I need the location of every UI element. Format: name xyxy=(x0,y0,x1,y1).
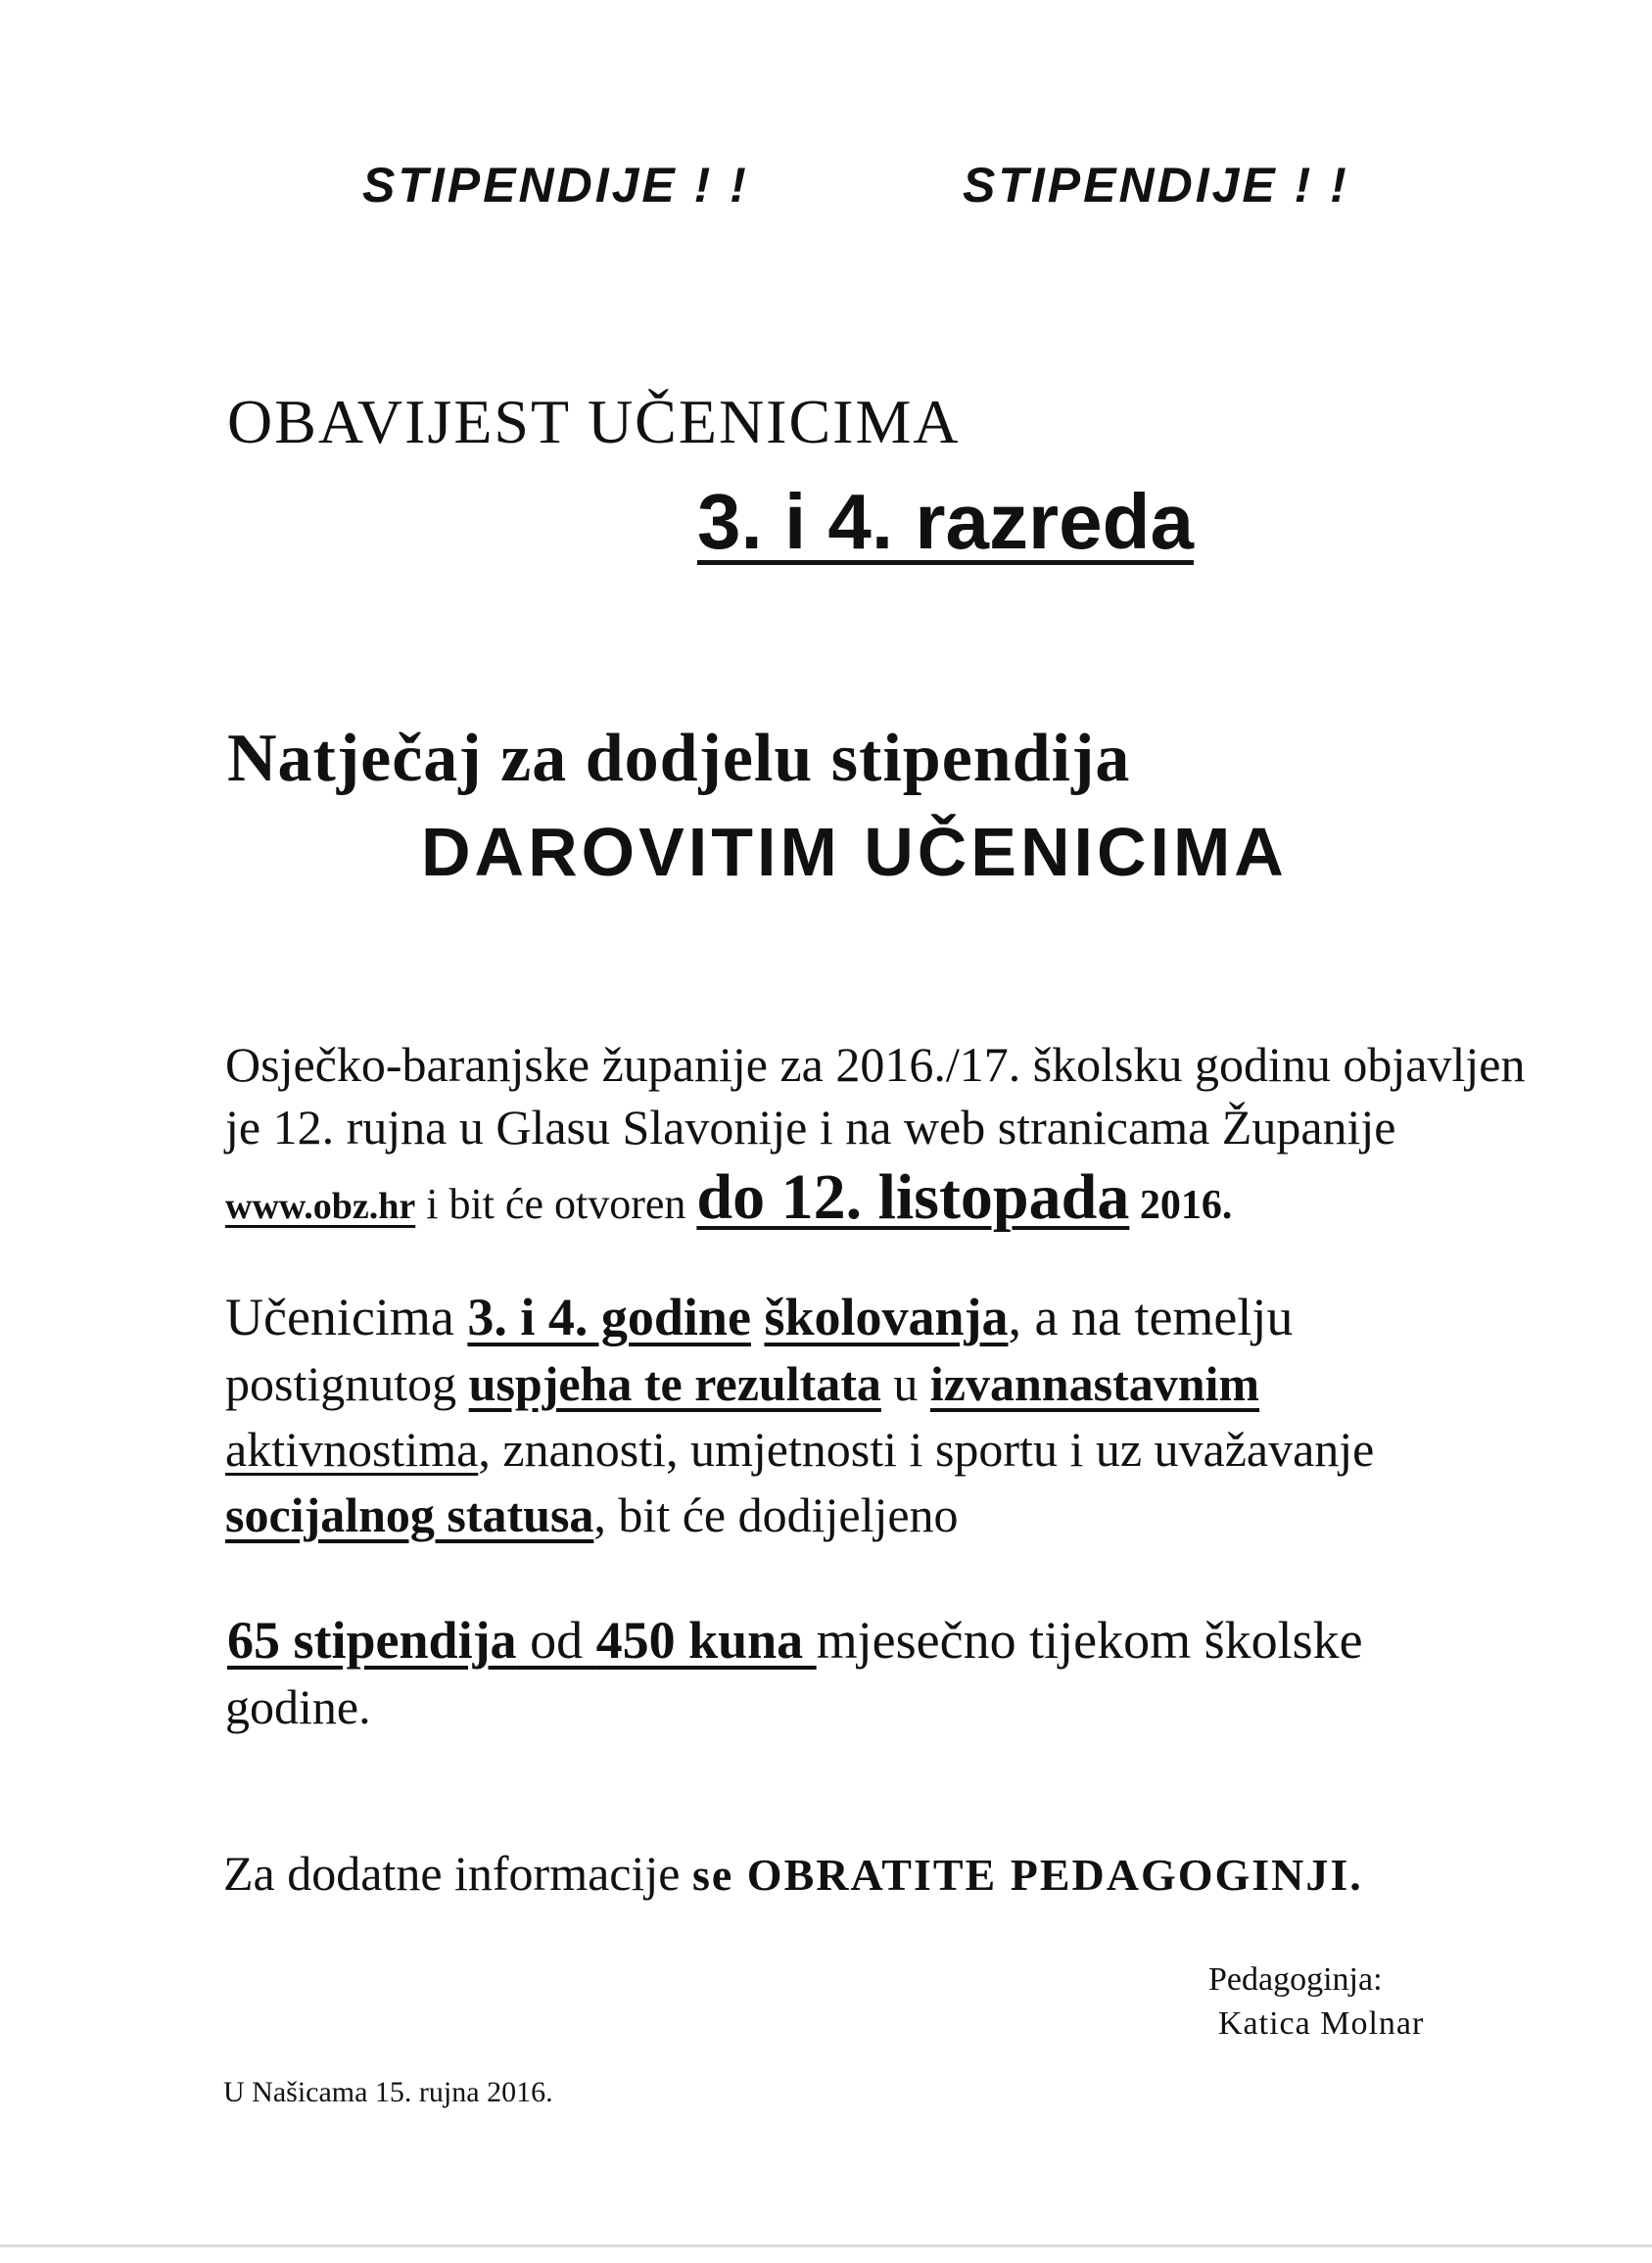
schooling-text: školovanja xyxy=(764,1288,1009,1346)
extracurricular-text: izvannastavnim xyxy=(929,1356,1260,1411)
kuna-amount: 450 kuna xyxy=(595,1611,817,1670)
para2-line4-rest: , bit će dodijeljeno xyxy=(593,1487,959,1542)
contact-prefix: Za dodatne informacije xyxy=(223,1846,692,1901)
activities-text: aktivnostima xyxy=(225,1422,479,1477)
para3-line2: godine. xyxy=(225,1679,371,1734)
social-status-text: socijalnog statusa xyxy=(225,1487,594,1542)
signature-name: Katica Molnar xyxy=(1218,2005,1425,2042)
para1-line2: je 12. rujna u Glasu Slavonije i na web stranicama Županije xyxy=(225,1100,1396,1155)
para2-prefix: Učenicima xyxy=(225,1288,468,1346)
banner-right: STIPENDIJE ! ! xyxy=(963,158,1349,212)
website-link[interactable]: www.obz.hr xyxy=(225,1186,416,1227)
para2-rest1: , a na temelju xyxy=(1008,1288,1294,1346)
deadline-year: 2016. xyxy=(1129,1183,1233,1228)
para2-line2-prefix: postignutog xyxy=(225,1356,469,1411)
para3-rest: mjesečno tijekom školske xyxy=(816,1611,1363,1670)
scholarship-amount-group xyxy=(227,1611,817,1670)
contact-line xyxy=(223,1846,1363,1901)
grades-text: 3. i 4. godine xyxy=(467,1288,751,1346)
scholarship-count: 65 stipendija xyxy=(227,1611,517,1670)
para2-line2 xyxy=(225,1356,1260,1411)
success-text: uspjeha te rezultata xyxy=(468,1356,881,1411)
contact-bold: se OBRATITE PEDAGOGINJI. xyxy=(691,1850,1363,1900)
para1-line1: Osječko-baranjske županije za 2016./17. školsku godinu objavljen xyxy=(225,1037,1526,1092)
od-text: od xyxy=(516,1611,596,1670)
para2-line4 xyxy=(225,1487,959,1542)
grade-heading: 3. i 4. razreda xyxy=(697,478,1194,565)
para2-line2-mid: u xyxy=(880,1356,930,1411)
para1-line3 xyxy=(225,1161,1233,1233)
open-text: i bit će otvoren xyxy=(415,1180,697,1228)
para3-line1 xyxy=(227,1611,1363,1670)
signature-role: Pedagoginja: xyxy=(1208,1961,1383,1998)
notice-heading: OBAVIJEST UČENICIMA xyxy=(227,387,961,456)
para2-line3 xyxy=(225,1422,1375,1477)
para2-line3-rest: , znanosti, umjetnosti i sportu i uz uvažavanje xyxy=(478,1422,1375,1477)
page-edge-divider xyxy=(0,2244,1652,2247)
contest-subheading: DAROVITIM UČENICIMA xyxy=(421,814,1288,890)
banner-left: STIPENDIJE ! ! xyxy=(362,158,749,212)
deadline-text: do 12. listopada xyxy=(696,1161,1130,1233)
contest-heading: Natječaj za dodjelu stipendija xyxy=(227,721,1131,796)
date-line: U Našicama 15. rujna 2016. xyxy=(223,2076,553,2108)
para2-line1 xyxy=(225,1288,1294,1346)
